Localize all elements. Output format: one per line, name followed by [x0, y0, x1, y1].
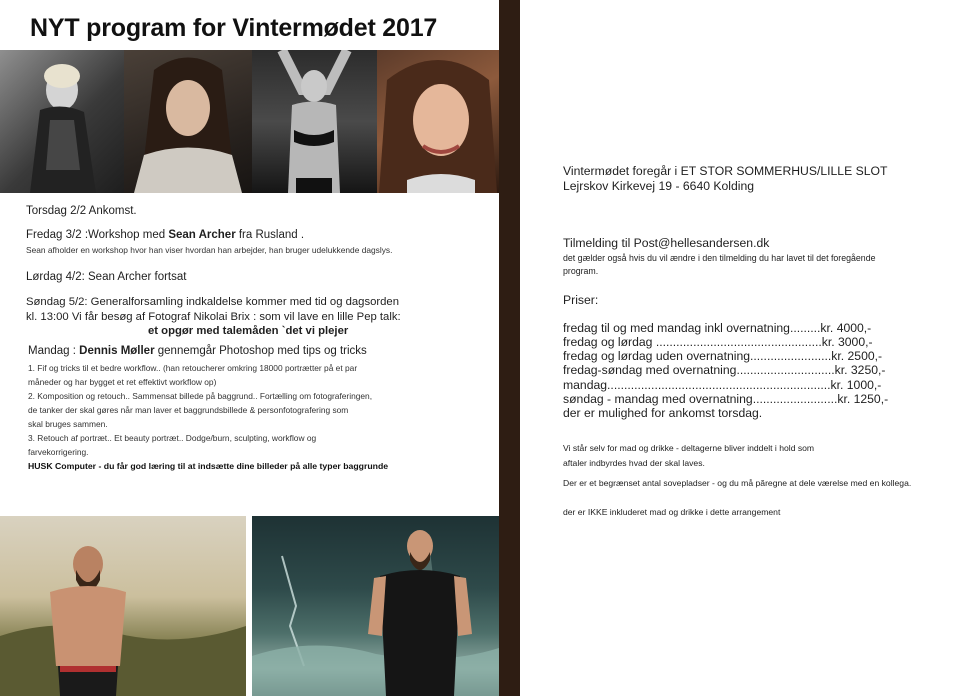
portrait-photo-smiling-woman: [377, 50, 499, 193]
fredag-line: [26, 229, 304, 241]
price-line: fredag til og med mandag inkl overnatning.........kr. 4000,-: [563, 321, 872, 335]
registration-note-1: det gælder også hvis du vil ændre i den tilmelding du har lavet til det foregående: [563, 253, 876, 263]
photo-shirtless-man-landscape: [0, 516, 246, 696]
mandag-line: [28, 345, 367, 357]
registration-note-2: program.: [563, 266, 599, 276]
not-included-note: der er IKKE inkluderet mad og drikke i dette arrangement: [563, 507, 781, 517]
page-title: NYT program for Vintermødet 2017: [30, 14, 438, 42]
mandag-item-2b: de tanker der skal gøres når man laver et baggrundsbillede & personfotografering som: [28, 405, 349, 415]
mandag-item-3a: 3. Retouch af portræt.. Et beauty portræt.. Dodge/burn, sculpting, workflow og: [28, 433, 317, 443]
sondag-line-2: kl. 13:00 Vi får besøg af Fotograf Nikolai Brix : som vil lave en lille Pep talk:: [26, 311, 401, 323]
sondag-line-1: Søndag 5/2: Generalforsamling indkaldelse kommer med tid og dagsorden: [26, 296, 400, 308]
portrait-photo-woman-arms-up: [252, 50, 377, 193]
location-line-2: Lejrskov Kirkevej 19 - 6640 Kolding: [563, 179, 755, 193]
fredag-suffix: fra Rusland .: [235, 229, 305, 241]
portrait-photo-dark-hair-woman: [124, 50, 252, 193]
food-note-2: aftaler indbyrdes hvad der skal laves.: [563, 458, 705, 468]
mandag-item-2a: 2. Komposition og retouch.. Sammensat billede på baggrund.. Fortælling om fotograferingen,: [28, 391, 373, 401]
lordag-line: Lørdag 4/2: Sean Archer fortsat: [26, 271, 187, 283]
price-line: fredag og lørdag uden overnatning........................kr. 2500,-: [563, 349, 883, 363]
page-divider: [499, 0, 520, 696]
right-page: [520, 0, 960, 696]
prices-heading: Priser:: [563, 293, 599, 307]
fredag-prefix: Fredag 3/2 :Workshop med: [26, 229, 169, 241]
registration-heading: Tilmelding til Post@hellesandersen.dk: [563, 236, 770, 250]
portrait-photo-blonde-woman: [0, 50, 124, 193]
mandag-speaker-name: Dennis Møller: [79, 345, 155, 357]
mandag-item-2c: skal bruges sammen.: [28, 419, 108, 429]
sleeping-note: Der er et begrænset antal sovepladser - og du må păregne at dele værelse med en kollega.: [563, 478, 912, 488]
fredag-speaker-name: Sean Archer: [168, 229, 236, 241]
food-note-1: Vi står selv for mad og drikke - deltagerne bliver inddelt i hold som: [563, 443, 815, 453]
location-line-1: Vintermødet foregår i ET STOR SOMMERHUS/LILLE SLOT: [563, 164, 888, 178]
mandag-item-3b: farvekorrigering.: [28, 447, 89, 457]
mandag-suffix: gennemgår Photoshop med tips og tricks: [154, 345, 367, 357]
fredag-description: Sean afholder en workshop hvor han viser hvordan han arbejder, han bruger udelukkende dagslys.: [26, 245, 393, 255]
price-line: fredag-søndag med overnatning.............................kr. 3250,-: [563, 363, 886, 377]
sondag-line-3: et opgør med talemåden `det vi plejer: [148, 325, 349, 337]
mandag-item-1a: 1. Fif og tricks til et bedre workflow.. (han retoucherer omkring 18000 portrætter på et par: [28, 363, 358, 373]
price-line: der er mulighed for ankomst torsdag.: [563, 406, 763, 420]
price-line: fredag og lørdag .................................................kr. 3000,-: [563, 335, 873, 349]
mandag-prefix: Mandag :: [28, 345, 80, 357]
price-line: mandag..................................................................kr. 1000,-: [563, 378, 882, 392]
mandag-item-1b: måneder og har bygget et ret effektivt workflow op): [28, 377, 217, 387]
husk-computer-note: HUSK Computer - du får god læring til at indsætte dine billeder på alle typer baggrunde: [28, 461, 389, 471]
torsdag-line: Torsdag 2/2 Ankomst.: [26, 205, 137, 217]
photo-man-storm-tornado: [252, 516, 499, 696]
price-line: søndag - mandag med overnatning.........................kr. 1250,-: [563, 392, 889, 406]
